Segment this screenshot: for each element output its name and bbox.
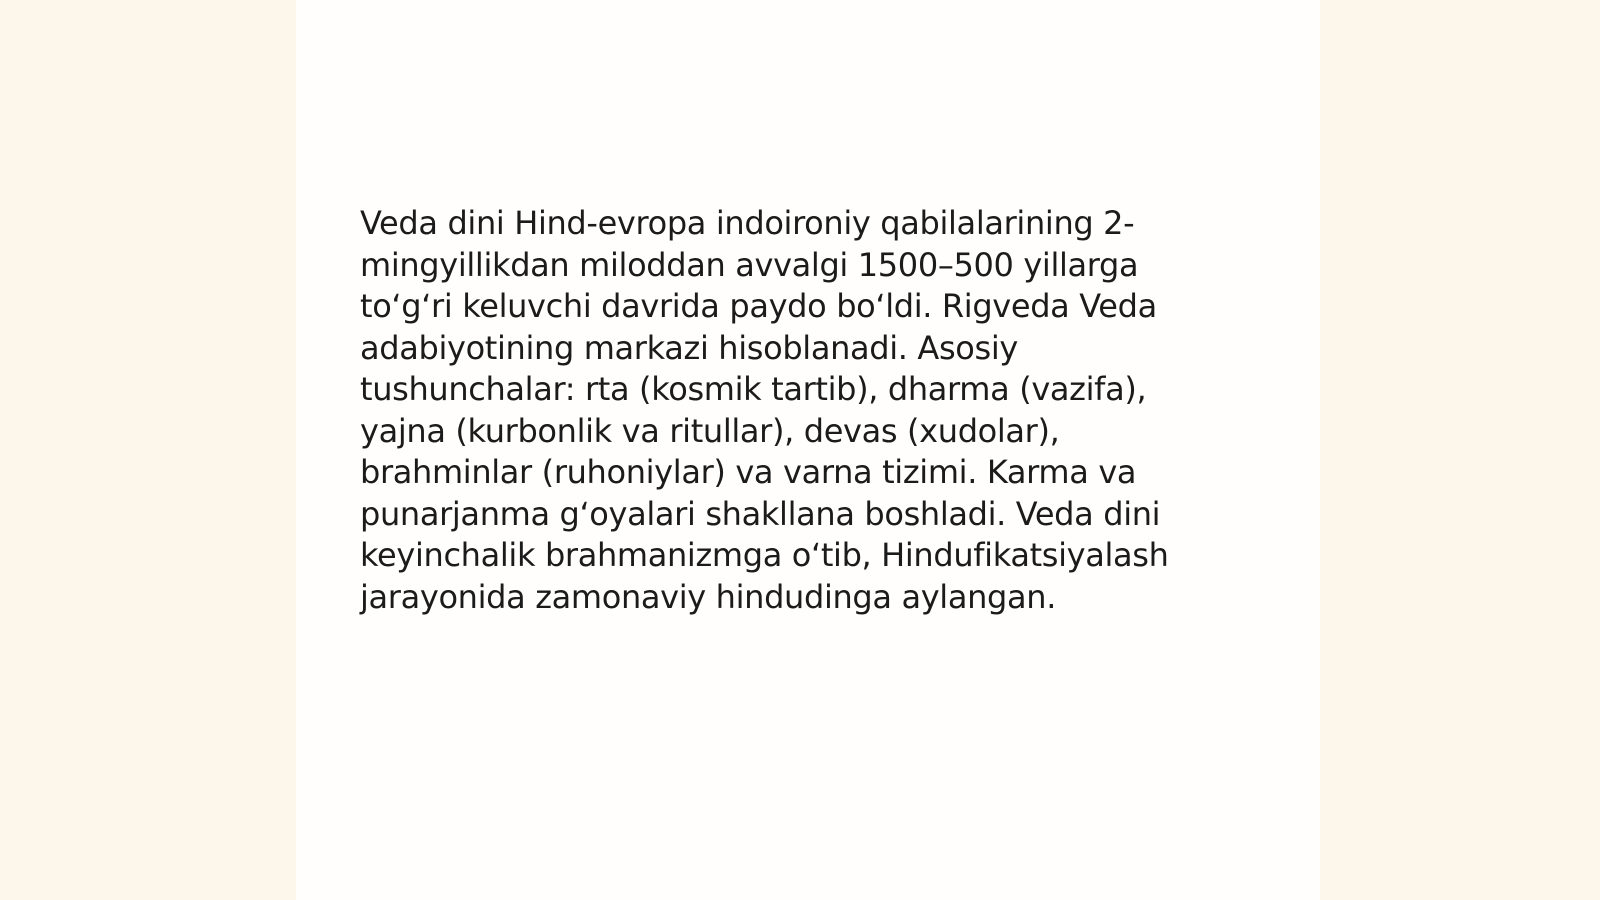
body-text-line-5: tushunchalar: rta (kosmik tartib), dharma (vazifa), [360,370,1147,408]
body-text-line-10: jarayonida zamonaviy hindudinga aylangan. [360,577,1057,616]
body-text-line-9: keyinchalik brahmanizmga o‘tib, Hindufikatsiyalash [360,536,1169,574]
body-text-line-4: adabiyotining markazi hisoblanadi. Asosiy [360,328,1018,367]
body-text-line-8: punarjanma g‘oyalari shakllana boshladi. Veda dini [360,494,1161,533]
body-text-line-3: to‘g‘ri keluvchi davrida paydo bo‘ldi. Rigveda Veda [360,287,1157,325]
body-text-line-1: Veda dini Hind-evropa indoironiy qabilalarining 2- [360,204,1135,242]
slide-body-text [360,203,1200,618]
body-text-line-2: mingyillikdan miloddan avvalgi 1500–500 yillarga [360,245,1139,284]
body-text-line-7: brahminlar (ruhoniylar) va varna tizimi. Karma va [360,453,1137,491]
slide-page [296,0,1320,900]
body-text-line-6: yajna (kurbonlik va ritullar), devas (xudolar), [360,411,1060,450]
